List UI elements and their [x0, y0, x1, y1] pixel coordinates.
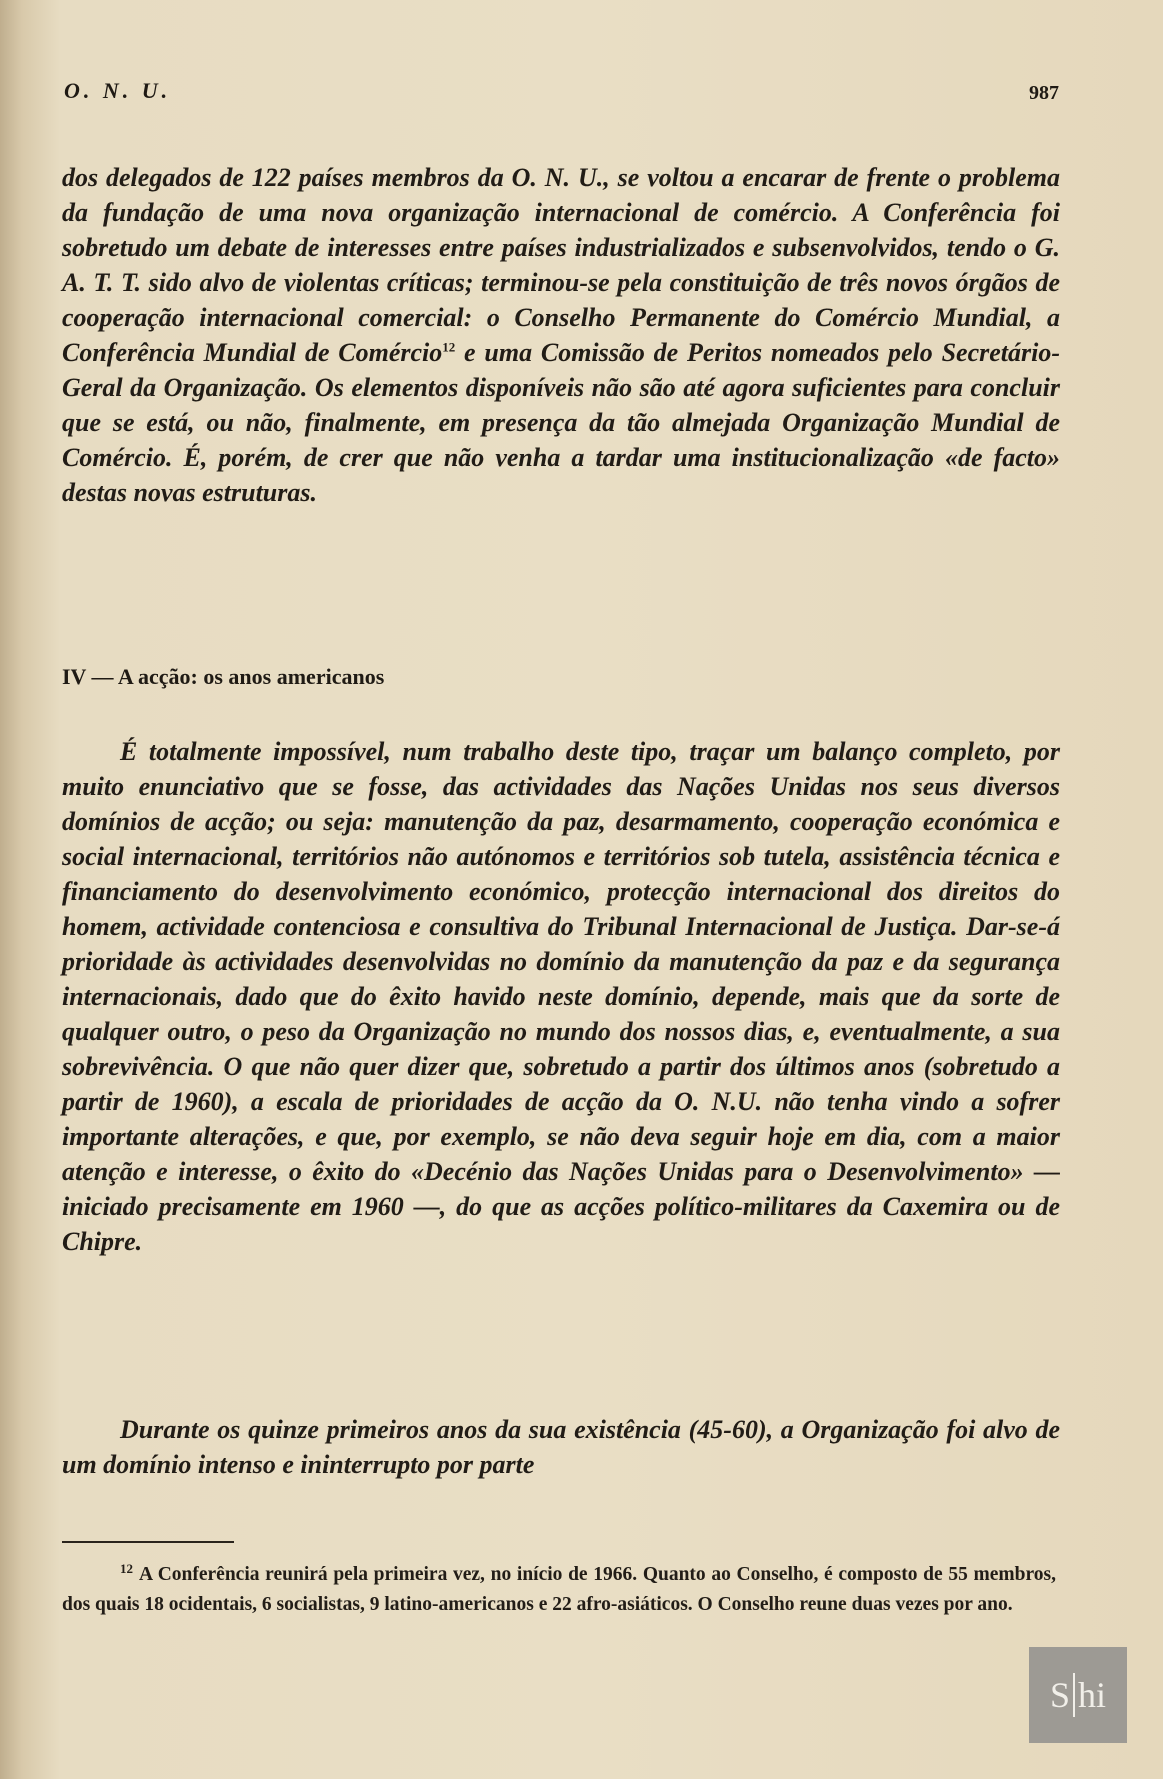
section-heading: IV — A acção: os anos americanos [62, 664, 385, 689]
footnote [62, 1560, 1056, 1620]
paragraph-3 [62, 1412, 1060, 1482]
footnote-number: 12 [120, 1560, 133, 1576]
footnote-divider [62, 1541, 234, 1543]
paragraph-3-text: Durante os quinze primeiros anos da sua existência (45-60), a Organização foi alvo de um domínio intenso e ininterrupto por parte [62, 1415, 1060, 1479]
logo-letters-right: hi [1078, 1675, 1107, 1715]
footnote-reference: 12 [442, 339, 456, 355]
paragraph-2-text: É totalmente impossível, num trabalho deste tipo, traçar um balanço completo, por muito enunciativo que se fosse, das actividades das Nações Unidas nos seus diversos domínios de acção; ou seja: manutenção da paz, desarmamento, cooperação económica e social internacional, territórios não autónomos e territórios sob tutela, assistência técnica e financiamento do desenvolvimento económico, protecção internacional dos direitos do homem, actividade contenciosa e consultiva do Tribunal Internacional de Justiça. Dar-se-á prioridade às actividades desenvolvidas no domínio da manutenção da paz e da segurança internacionais, dado que do êxito havido neste domínio, depende, mais que da sorte de qualquer outro, o peso da Organização no mundo dos nossos dias, e, eventualmente, a sua sobrevivência. O que não quer dizer que, sobretudo a partir dos últimos anos (sobretudo a partir de 1960), a escala de prioridades de acção da O. N.U. não tenha vindo a sofrer importante alterações, e que, por exemplo, se não deva seguir hoje em dia, com a maior atenção e interesse, o êxito do «Decénio das Nações Unidas para o Desenvolvimento» — iniciado precisamente em 1960 —, do que as acções político-militares da Caxemira ou de Chipre. [62, 737, 1060, 1256]
paragraph-1 [62, 160, 1060, 510]
archive-logo [1029, 1647, 1127, 1743]
footnote-text: A Conferência reunirá pela primeira vez, no início de 1966. Quanto ao Conselho, é composto de 55 membros, dos quais 18 ocidentais, 6 socialistas, 9 latino-americanos e 22 afro-asiáticos. O Conselho reune duas vezes por ano. [62, 1564, 1056, 1615]
paragraph-2 [62, 734, 1060, 1259]
page-header [64, 78, 1059, 118]
paragraph-1-text-a: dos delegados de 122 países membros da O. N. U., se voltou a encarar de frente o problema da fundação de uma nova organização internacional de comércio. A Conferência foi sobretudo um debate de interesses entre países industrializados e subsenvolvidos, tendo o G. A. T. T. sido alvo de violentas críticas; terminou-se pela constituição de três novos órgãos de cooperação internacional comercial: o Conselho Permanente do Comércio Mundial, a Conferência Mundial de Comércio [62, 163, 1060, 367]
logo-letter-left: S [1049, 1675, 1070, 1715]
logo-bar [1073, 1673, 1075, 1717]
paragraph-1-text-b: e uma Comissão de Peritos nomeados pelo Secretário-Geral da Organização. Os elementos disponíveis não são até agora suficientes para concluir que se está, ou não, finalmente, em presença da tão almejada Organização Mundial de Comércio. É, porém, de crer que não venha a tardar uma institucionalização «de facto» destas novas estruturas. [62, 338, 1060, 507]
page-number: 987 [1029, 82, 1059, 104]
running-title: O. N. U. [64, 78, 172, 103]
